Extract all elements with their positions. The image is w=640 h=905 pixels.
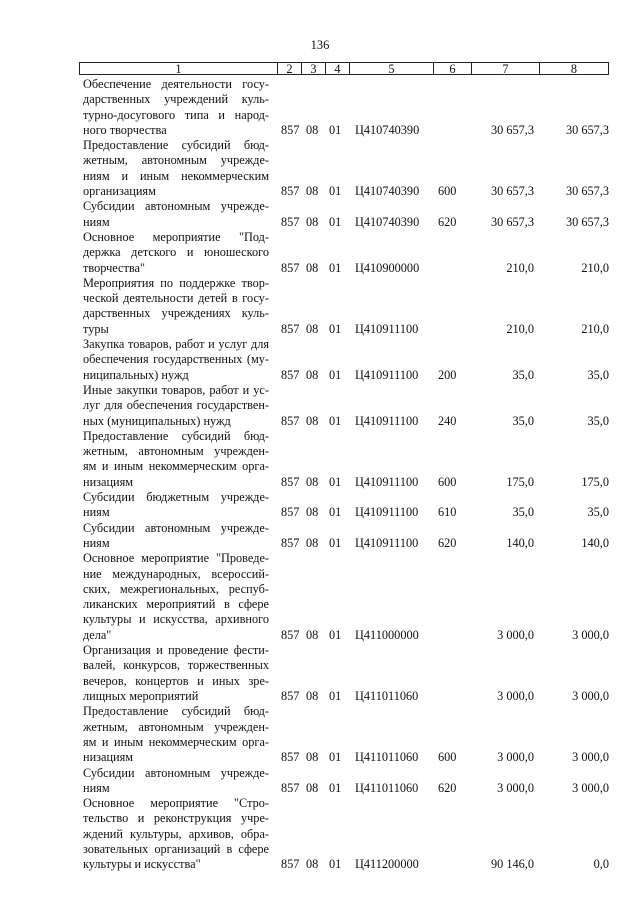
row-admin-code: 857 [281,857,300,872]
row-name-line: Субсидии автономным учрежде- [83,520,269,535]
row-expense-type: 620 [438,214,457,229]
row-name [83,766,269,797]
table-row [0,230,640,276]
row-amount-2: 210,0 [581,321,609,336]
header-col-3: 3 [302,62,326,75]
row-subsection-code: 01 [329,474,342,489]
row-name [83,230,269,276]
row-subsection-code: 01 [329,688,342,703]
row-subsection-code: 01 [329,260,342,275]
row-section-code: 08 [306,627,319,642]
row-name-line: Закупка товаров, работ и услуг для [83,337,269,352]
row-amount-2: 35,0 [587,367,609,382]
row-name-line: Основное мероприятие "Стро- [83,796,269,811]
row-name-line: ликанских мероприятий в сфере [83,597,269,612]
row-amount-1: 3 000,0 [497,750,534,765]
row-name-line: ям и иным некоммерческим орга- [83,459,269,474]
row-name [83,383,269,429]
header-col-1: 1 [79,62,278,75]
row-subsection-code: 01 [329,535,342,550]
row-subsection-code: 01 [329,627,342,642]
header-col-4: 4 [326,62,350,75]
row-target-code: Ц410740390 [355,184,420,199]
row-name [83,429,269,490]
row-name-line: ям и иным некоммерческим орга- [83,734,269,749]
row-amount-1: 140,0 [506,535,534,550]
row-target-code: Ц411011060 [355,688,419,703]
row-subsection-code: 01 [329,780,342,795]
row-admin-code: 857 [281,214,300,229]
row-name-line: Организация и проведение фести- [83,643,269,658]
row-name [83,521,269,552]
row-name-line: Мероприятия по поддержке твор- [83,275,269,290]
row-section-code: 08 [306,857,319,872]
row-amount-1: 210,0 [506,321,534,336]
row-amount-2: 30 657,3 [565,214,609,229]
row-name-line: лищных мероприятий [83,688,199,703]
row-name [83,704,269,765]
row-section-code: 08 [306,184,319,199]
row-target-code: Ц410911100 [355,413,419,428]
row-expense-type: 620 [438,535,457,550]
row-amount-2: 3 000,0 [572,780,609,795]
row-admin-code: 857 [281,474,300,489]
row-name [83,138,269,199]
row-name-line: ного творчества [83,122,167,137]
row-expense-type: 620 [438,780,457,795]
row-admin-code: 857 [281,505,300,520]
row-name-line: Субсидии бюджетным учрежде- [83,490,269,505]
row-name-line: ных (муниципальных) нужд [83,413,231,428]
row-name-line: ческой деятельности детей в госу- [83,291,269,306]
row-name-line: Основное мероприятие "Под- [83,230,269,244]
table-row [0,704,640,765]
row-name-line: ниям [83,535,110,550]
row-amount-1: 30 657,3 [490,184,534,199]
row-expense-type: 600 [438,474,457,489]
row-name-line: дела" [83,627,112,642]
row-admin-code: 857 [281,750,300,765]
row-admin-code: 857 [281,413,300,428]
table-row [0,551,640,643]
row-name-line: обеспечения государственных (му- [83,352,269,367]
row-name-line: Предоставление субсидий бюд- [83,428,269,443]
row-amount-2: 35,0 [587,413,609,428]
row-name [83,643,269,704]
row-target-code: Ц410740390 [355,214,420,229]
table-row [0,796,640,873]
table-row [0,490,640,521]
row-section-code: 08 [306,688,319,703]
row-admin-code: 857 [281,535,300,550]
row-amount-2: 3 000,0 [572,627,609,642]
row-name-line: валей, конкурсов, торжественных [83,658,269,673]
row-amount-2: 0,0 [593,857,609,872]
row-amount-2: 30 657,3 [565,184,609,199]
row-amount-2: 3 000,0 [572,688,609,703]
row-subsection-code: 01 [329,857,342,872]
row-name-line: ждений культуры, архивов, обра- [83,826,269,841]
row-target-code: Ц410911100 [355,505,419,520]
row-name-line: луг для обеспечения государствен- [83,398,269,413]
row-admin-code: 857 [281,627,300,642]
row-name-line: Субсидии автономным учрежде- [83,765,269,780]
row-amount-2: 140,0 [581,535,609,550]
row-amount-2: 175,0 [581,474,609,489]
row-section-code: 08 [306,367,319,382]
row-section-code: 08 [306,474,319,489]
row-name-line: тельство и реконструкция учре- [83,811,269,826]
row-amount-1: 3 000,0 [497,627,534,642]
row-subsection-code: 01 [329,122,342,137]
row-section-code: 08 [306,750,319,765]
row-target-code: Ц410900000 [355,260,420,275]
header-col-8: 8 [540,62,609,75]
row-subsection-code: 01 [329,321,342,336]
row-section-code: 08 [306,505,319,520]
row-amount-1: 175,0 [506,474,534,489]
row-target-code: Ц410911100 [355,321,419,336]
row-target-code: Ц411011060 [355,780,419,795]
table-row [0,77,640,138]
row-subsection-code: 01 [329,214,342,229]
row-admin-code: 857 [281,780,300,795]
table-row [0,383,640,429]
row-name-line: ниям [83,780,110,795]
row-admin-code: 857 [281,321,300,336]
row-target-code: Ц411011060 [355,750,419,765]
row-name-line: турно-досугового типа и народ- [83,107,269,122]
row-section-code: 08 [306,260,319,275]
row-name-line: жетным, автономным учрежден- [83,719,269,734]
table-row [0,766,640,797]
row-target-code: Ц410740390 [355,122,420,137]
table-row [0,521,640,552]
row-name [83,77,269,138]
row-name [83,796,269,872]
table-row [0,199,640,230]
row-amount-1: 3 000,0 [497,780,534,795]
row-name-line: Предоставление субсидий бюд- [83,138,269,153]
row-name [83,199,269,230]
page-number: 136 [310,38,330,52]
row-amount-1: 35,0 [512,413,534,428]
header-col-7: 7 [472,62,540,75]
table-row [0,643,640,704]
row-target-code: Ц410911100 [355,474,419,489]
row-amount-1: 210,0 [506,260,534,275]
row-name-line: творчества" [83,260,145,275]
row-subsection-code: 01 [329,413,342,428]
row-name-line: низациям [83,474,134,489]
row-name-line: зовательных организаций в сфере [83,841,269,856]
row-name-line: культуры и искусства" [83,857,201,872]
row-section-code: 08 [306,780,319,795]
row-expense-type: 200 [438,367,457,382]
row-expense-type: 600 [438,750,457,765]
row-admin-code: 857 [281,688,300,703]
row-name-line: организациям [83,184,156,199]
row-amount-1: 30 657,3 [490,122,534,137]
row-admin-code: 857 [281,260,300,275]
row-name [83,490,269,521]
row-amount-2: 30 657,3 [565,122,609,137]
row-target-code: Ц411200000 [355,857,419,872]
row-subsection-code: 01 [329,750,342,765]
table-row [0,337,640,383]
table-row [0,138,640,199]
row-amount-1: 35,0 [512,367,534,382]
row-name-line: ниям и иным некоммерческим [83,168,269,183]
row-subsection-code: 01 [329,184,342,199]
row-name-line: Основное мероприятие "Проведе- [83,551,269,566]
row-name-line: ние международных, всероссий- [83,566,269,581]
row-name-line: ниям [83,214,110,229]
row-name [83,337,269,383]
header-col-6: 6 [434,62,472,75]
row-admin-code: 857 [281,122,300,137]
row-name-line: культуры и искусства, архивного [83,612,269,627]
row-name-line: Обеспечение деятельности госу- [83,77,269,91]
row-section-code: 08 [306,321,319,336]
row-name-line: ниципальных) нужд [83,367,189,382]
row-name-line: ниям [83,505,110,520]
row-subsection-code: 01 [329,367,342,382]
row-amount-2: 35,0 [587,505,609,520]
row-subsection-code: 01 [329,505,342,520]
row-expense-type: 240 [438,413,457,428]
row-section-code: 08 [306,214,319,229]
row-amount-1: 35,0 [512,505,534,520]
row-name-line: держка детского и юношеского [83,245,269,260]
row-target-code: Ц410911100 [355,367,419,382]
row-name-line: Субсидии автономным учрежде- [83,199,269,214]
header-col-5: 5 [350,62,434,75]
row-name-line: Предоставление субсидий бюд- [83,704,269,719]
row-section-code: 08 [306,535,319,550]
row-name-line: дарственных учреждений куль- [83,92,269,107]
row-admin-code: 857 [281,184,300,199]
row-section-code: 08 [306,413,319,428]
header-col-2: 2 [278,62,302,75]
row-name-line: вечеров, концертов и иных зре- [83,673,269,688]
row-target-code: Ц411000000 [355,627,419,642]
row-name-line: жетным, автономным учрежден- [83,444,269,459]
row-target-code: Ц410911100 [355,535,419,550]
row-name-line: туры [83,321,109,336]
table-row [0,429,640,490]
row-amount-2: 210,0 [581,260,609,275]
row-name-line: низациям [83,750,134,765]
row-name [83,276,269,337]
row-name-line: дарственных учреждениях куль- [83,306,269,321]
row-amount-2: 3 000,0 [572,750,609,765]
table-row [0,276,640,337]
row-name-line: ских, межрегиональных, респуб- [83,581,269,596]
row-expense-type: 610 [438,505,457,520]
row-amount-1: 90 146,0 [490,857,534,872]
row-name-line: Иные закупки товаров, работ и ус- [83,383,269,397]
row-name [83,551,269,643]
row-expense-type: 600 [438,184,457,199]
row-section-code: 08 [306,122,319,137]
row-name-line: жетным, автономным учрежде- [83,153,269,168]
row-amount-1: 3 000,0 [497,688,534,703]
row-amount-1: 30 657,3 [490,214,534,229]
row-admin-code: 857 [281,367,300,382]
